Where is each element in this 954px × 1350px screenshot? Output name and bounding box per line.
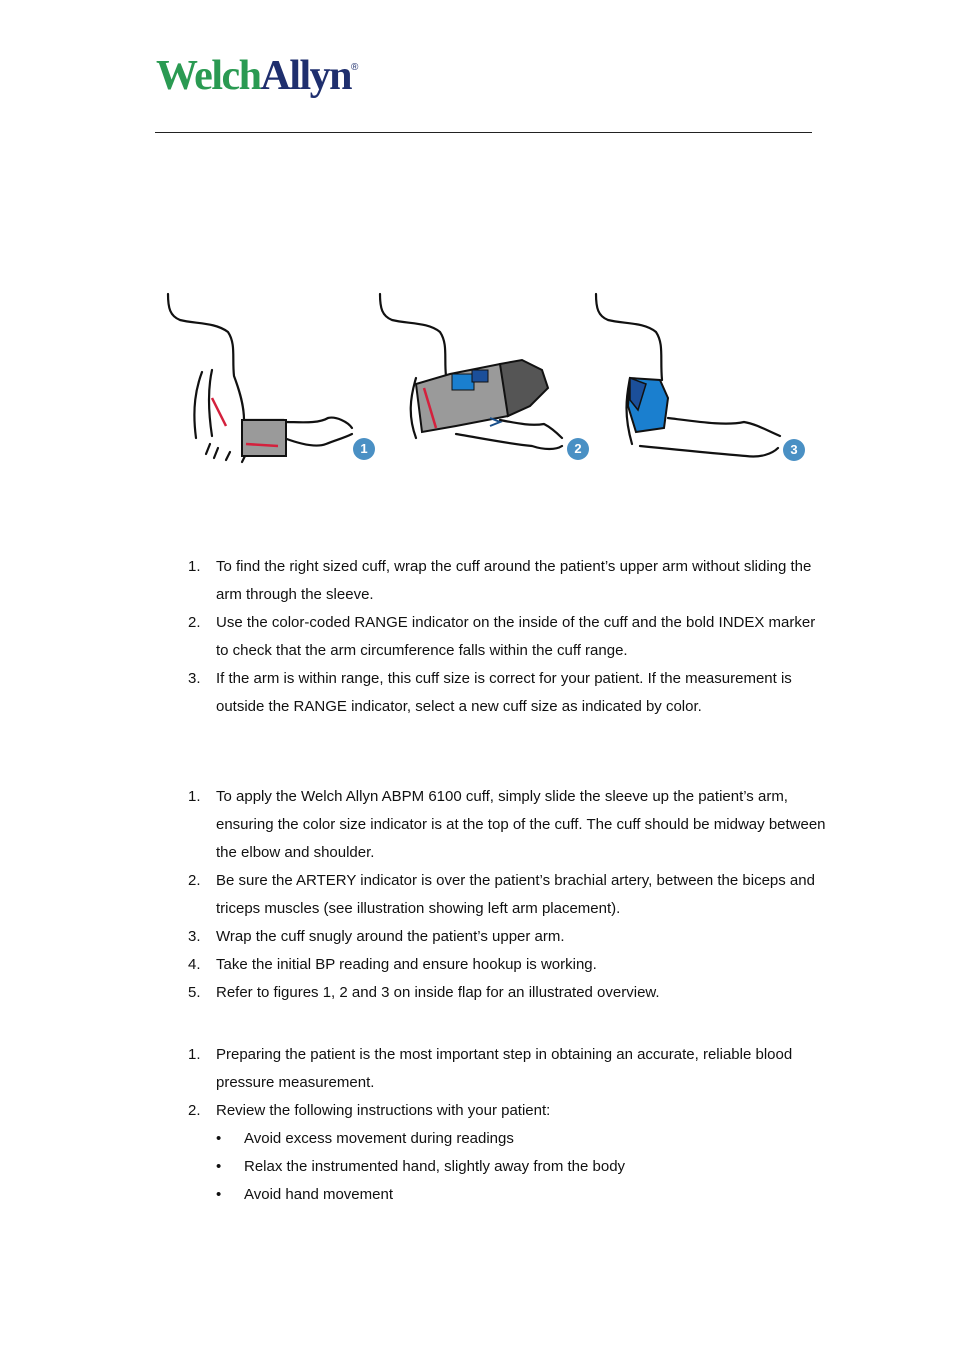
figure-badge-1: 1 bbox=[353, 438, 375, 460]
list-item: 2. Use the color-coded RANGE indicator on the inside of the cuff and the bold INDEX marker to check that the arm circumference falls within the cuff range. bbox=[188, 614, 816, 659]
logo-allyn: Allyn bbox=[260, 53, 352, 99]
patient-preparation-steps bbox=[188, 1041, 828, 1209]
list-item: 2. Be sure the ARTERY indicator is over the patient’s brachial artery, between the biceps and triceps muscles (see illustration showing left arm placement). bbox=[188, 872, 815, 917]
figure-badge-2: 2 bbox=[567, 438, 589, 460]
cuff-sizing-steps bbox=[188, 553, 828, 721]
patient-instructions bbox=[216, 1125, 828, 1209]
bullet-item: • Avoid hand movement bbox=[216, 1186, 393, 1203]
bullet-item: • Avoid excess movement during readings bbox=[216, 1130, 514, 1147]
list-item: 3. Wrap the cuff snugly around the patient’s upper arm. bbox=[188, 928, 565, 945]
welch-allyn-logo bbox=[156, 52, 357, 110]
list-item: 5. Refer to figures 1, 2 and 3 on inside flap for an illustrated overview. bbox=[188, 984, 660, 1001]
logo-registered: ® bbox=[351, 62, 357, 73]
bullet-item: • Relax the instrumented hand, slightly away from the body bbox=[216, 1158, 626, 1175]
cuff-illustrations bbox=[160, 288, 810, 468]
list-item: 4. Take the initial BP reading and ensure hookup is working. bbox=[188, 956, 597, 973]
cuff-figures bbox=[160, 288, 810, 468]
figure-3-cuff bbox=[628, 378, 668, 432]
list-item: 1. Preparing the patient is the most important step in obtaining an accurate, reliable blood pressure measurement. bbox=[188, 1046, 793, 1091]
figure-1-cuff bbox=[212, 398, 286, 456]
logo-welch: Welch bbox=[156, 53, 261, 99]
figure-3-arm bbox=[596, 294, 780, 457]
figure-2-cuff bbox=[416, 360, 548, 432]
cuff-application-steps bbox=[188, 783, 828, 1007]
list-item: 3. If the arm is within range, this cuff size is correct for your patient. If the measurement is outside the RANGE indicator, select a new cuff size as indicated by color. bbox=[188, 670, 792, 715]
header-rule bbox=[155, 132, 812, 133]
list-item: 1. To find the right sized cuff, wrap the cuff around the patient’s upper arm without sliding the arm through the sleeve. bbox=[188, 558, 812, 603]
list-item: 2. Review the following instructions with your patient: • Avoid excess movement during readings • Relax the instrumented hand, slightly away from the body • Avoid hand movement bbox=[188, 1097, 828, 1209]
figure-badge-3: 3 bbox=[783, 439, 805, 461]
list-item: 1. To apply the Welch Allyn ABPM 6100 cuff, simply slide the sleeve up the patient’s arm, ensuring the color size indicator is at the top of the cuff. The cuff should be midway between the elbow and shoulder. bbox=[188, 788, 826, 861]
